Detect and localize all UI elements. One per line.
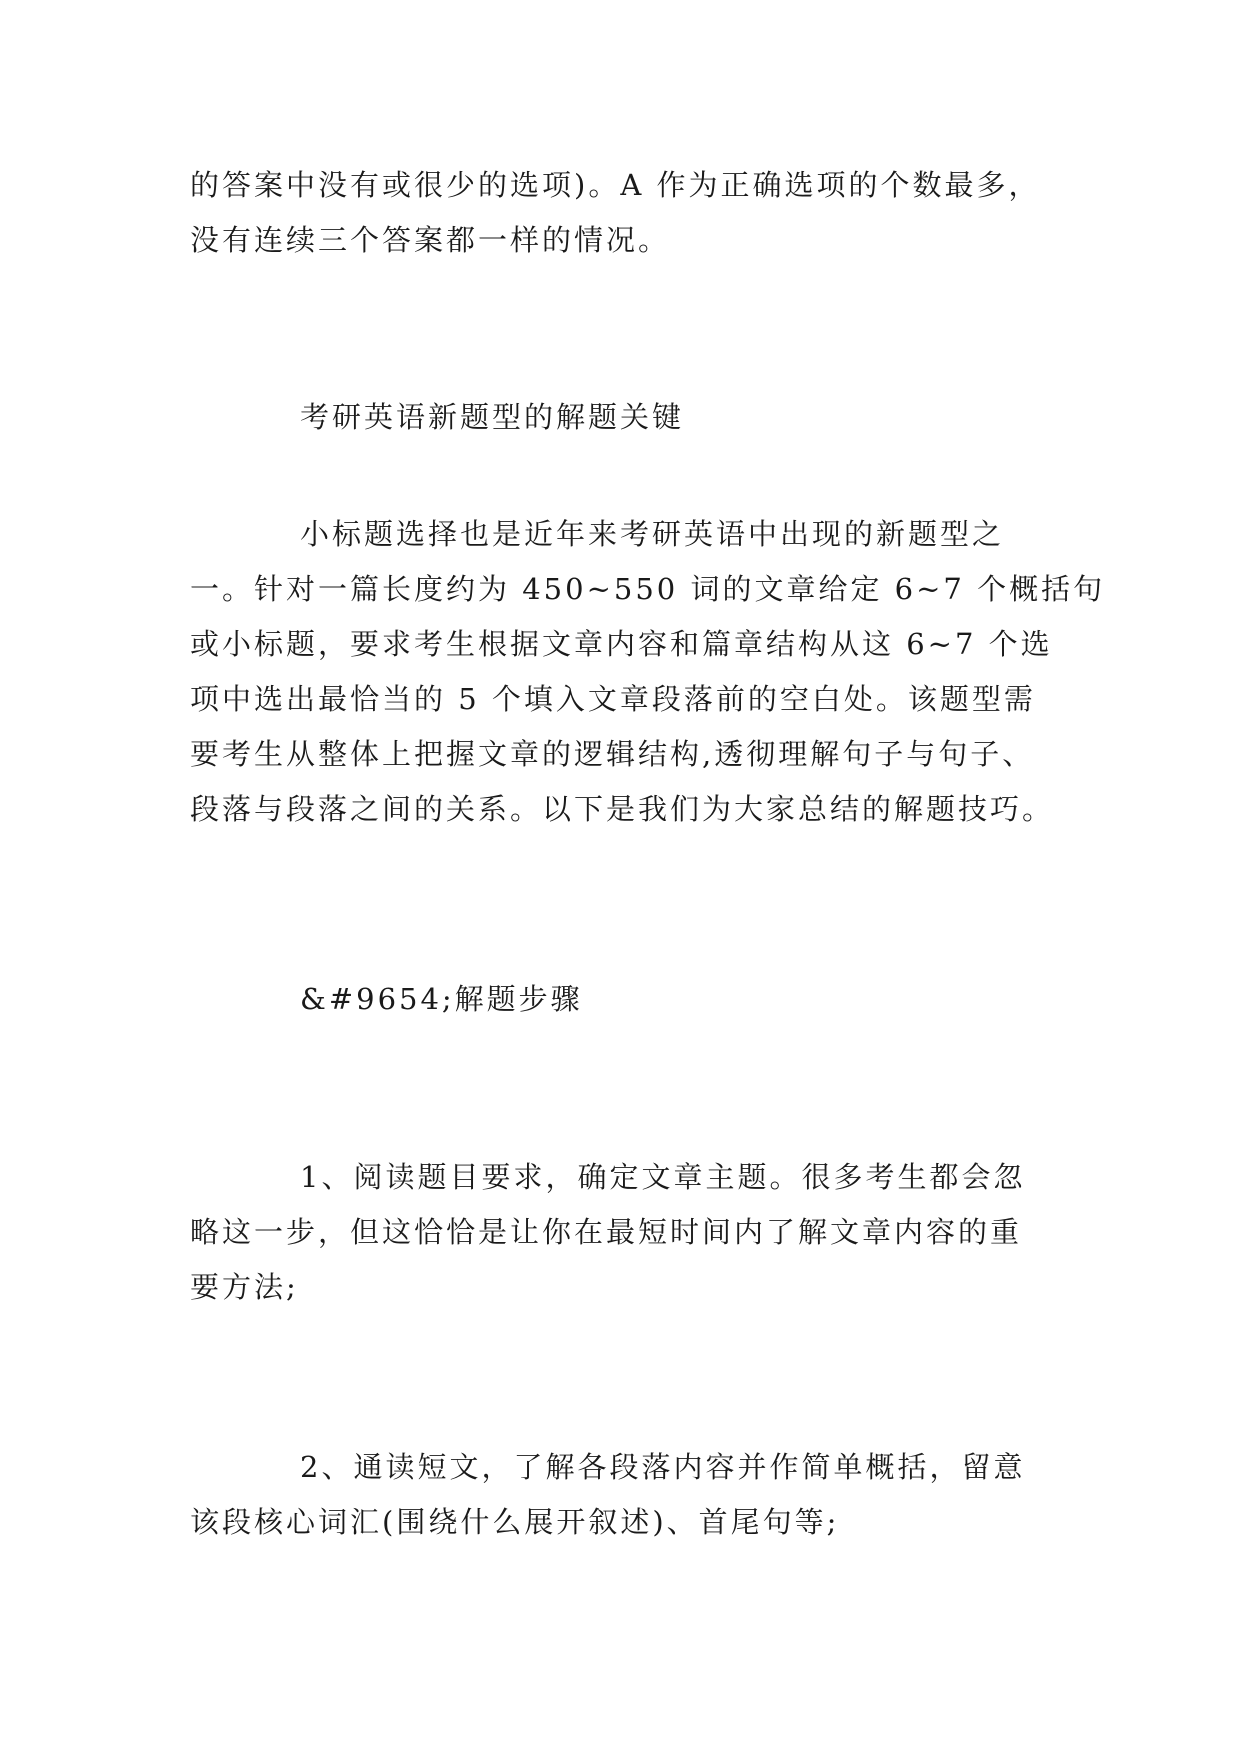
paragraph-line: 1、阅读题目要求，确定文章主题。很多考生都会忽 xyxy=(300,1160,1026,1194)
section-heading: 考研英语新题型的解题关键 xyxy=(300,400,685,434)
paragraph-line: 没有连续三个答案都一样的情况。 xyxy=(190,223,671,257)
paragraph-answer-distribution xyxy=(190,158,1050,268)
paragraph-line: 项中选出最恰当的 5 个填入文章段落前的空白处。该题型需 xyxy=(190,682,1036,716)
paragraph-step-1 xyxy=(190,1150,1050,1315)
paragraph-line: 要考生从整体上把握文章的逻辑结构,透彻理解句子与句子、 xyxy=(190,737,1035,771)
paragraph-line: 略这一步，但这恰恰是让你在最短时间内了解文章内容的重 xyxy=(190,1215,1023,1249)
paragraph-line: 小标题选择也是近年来考研英语中出现的新题型之 xyxy=(300,517,1005,551)
paragraph-line: 的答案中没有或很少的选项)。A 作为正确选项的个数最多， xyxy=(190,168,1041,202)
paragraph-step-2 xyxy=(190,1440,1050,1550)
paragraph-line: 或小标题，要求考生根据文章内容和篇章结构从这 6~7 个选 xyxy=(190,627,1053,661)
paragraph-line: 该段核心词汇(围绕什么展开叙述)、首尾句等; xyxy=(190,1505,840,1539)
paragraph-line: 段落与段落之间的关系。以下是我们为大家总结的解题技巧。 xyxy=(190,792,1055,826)
steps-heading: &#9654;解题步骤 xyxy=(300,982,583,1016)
paragraph-intro xyxy=(190,507,1106,837)
paragraph-line: 要方法; xyxy=(190,1270,299,1304)
paragraph-line: 一。针对一篇长度约为 450~550 词的文章给定 6~7 个概括句 xyxy=(190,572,1106,606)
paragraph-line: 2、通读短文，了解各段落内容并作简单概括，留意 xyxy=(300,1450,1026,1484)
